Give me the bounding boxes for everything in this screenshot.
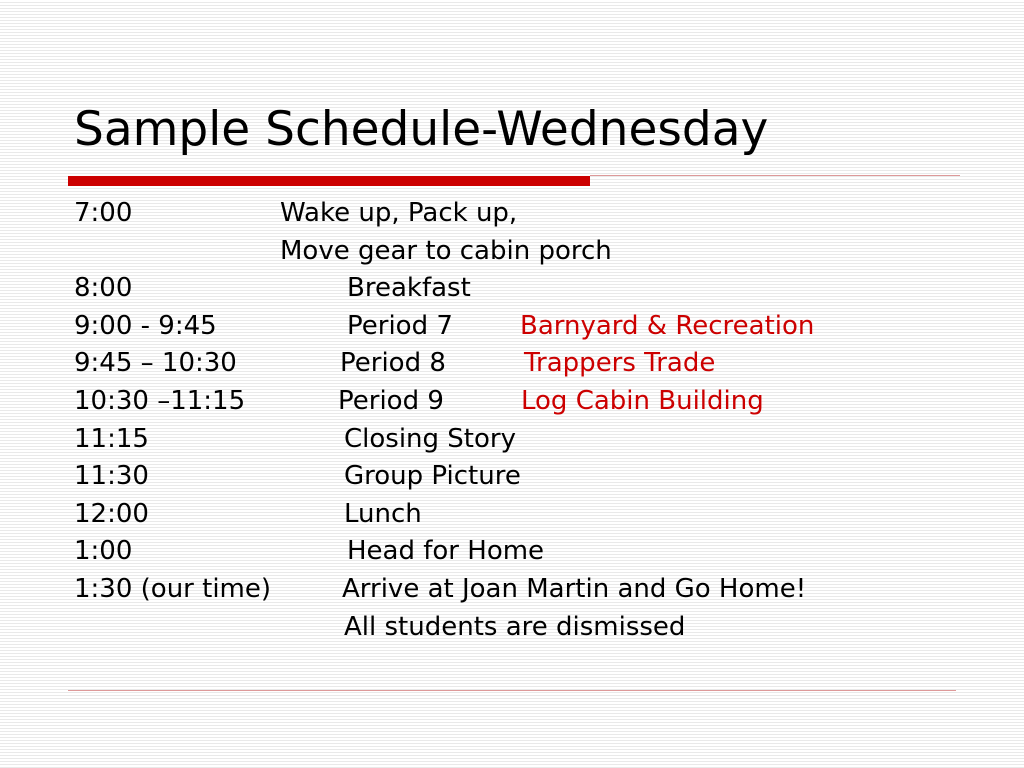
schedule-row (74, 383, 974, 421)
schedule-activity: Trappers Trade (524, 348, 716, 379)
schedule-period: All students are dismissed (344, 611, 686, 642)
schedule-period: Lunch (344, 498, 422, 529)
schedule-row (74, 571, 974, 609)
schedule-time: 7:00 (74, 198, 133, 228)
schedule-row (74, 345, 974, 383)
slide-title: Sample Schedule-Wednesday (74, 102, 769, 157)
schedule-row (74, 233, 974, 271)
schedule-period: Period 8 (340, 348, 446, 379)
schedule-row (74, 308, 974, 346)
schedule-list (74, 195, 974, 646)
schedule-time: 1:30 (our time) (74, 573, 272, 604)
schedule-time: 9:00 - 9:45 (74, 310, 217, 341)
schedule-time: 10:30 –11:15 (74, 385, 246, 416)
schedule-row (74, 609, 974, 647)
schedule-activity: Barnyard & Recreation (520, 310, 815, 341)
schedule-period: Head for Home (347, 536, 545, 567)
schedule-row (74, 458, 974, 496)
schedule-row (74, 496, 974, 534)
schedule-row (74, 533, 974, 571)
schedule-row (74, 195, 974, 233)
schedule-period: Arrive at Joan Martin and Go Home! (342, 573, 807, 604)
schedule-period: Period 9 (338, 385, 444, 416)
schedule-period: Wake up, Pack up, (280, 198, 518, 228)
schedule-time: 11:15 (74, 423, 149, 454)
schedule-time: 11:30 (74, 461, 149, 492)
schedule-period: Period 7 (347, 310, 453, 341)
schedule-period: Breakfast (347, 273, 471, 304)
schedule-period: Group Picture (344, 461, 521, 492)
schedule-row (74, 270, 974, 308)
schedule-period: Move gear to cabin porch (280, 235, 612, 266)
schedule-row (74, 421, 974, 459)
schedule-time: 8:00 (74, 273, 133, 304)
footer-divider (68, 690, 956, 691)
schedule-time: 1:00 (74, 536, 133, 567)
schedule-period: Closing Story (344, 423, 516, 454)
title-underline-thick (68, 176, 590, 186)
title-underline-thin (590, 175, 960, 176)
schedule-time: 12:00 (74, 498, 149, 529)
schedule-time: 9:45 – 10:30 (74, 348, 237, 379)
schedule-activity: Log Cabin Building (521, 385, 764, 416)
